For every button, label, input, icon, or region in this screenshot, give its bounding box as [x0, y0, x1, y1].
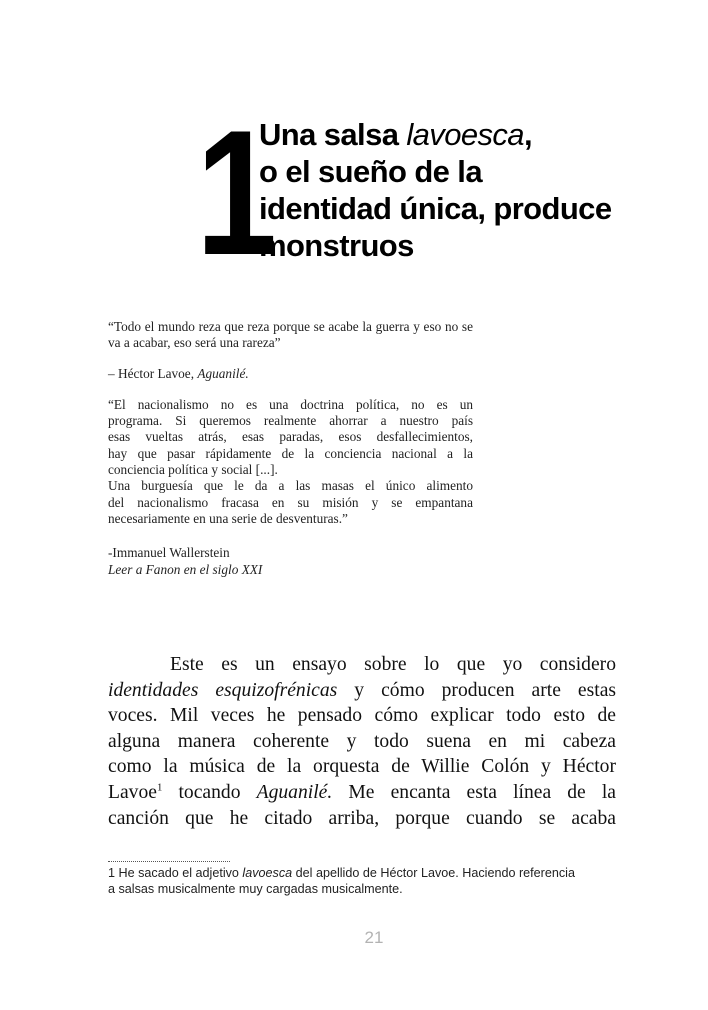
- footnote-italic: lavoesca: [242, 866, 293, 880]
- source-title: Leer a Fanon en el siglo XXI: [108, 561, 263, 577]
- epigraph-source-2: [108, 545, 473, 578]
- footnote-divider: [108, 861, 230, 862]
- body-line: voces. Mil veces he pensado cómo explicar todo esto de: [108, 705, 616, 727]
- quote-line: “El nacionalismo no es una doctrina política, no es un: [108, 396, 473, 412]
- chapter-title-line: o el sueño de la: [259, 154, 482, 189]
- page-number: 21: [364, 928, 384, 947]
- title-text: Una salsa: [259, 117, 407, 152]
- body-text: Lavoe: [108, 781, 157, 803]
- source-title: Aguanilé.: [197, 366, 249, 382]
- body-text: Me encanta esta línea de la: [332, 781, 616, 803]
- chapter-title: [259, 116, 679, 264]
- footnote-line: a salsas musicalmente muy cargadas musicalmente.: [108, 881, 403, 896]
- source-author: – Héctor Lavoe,: [108, 366, 198, 382]
- body-line: alguna manera coherente y todo suena en mi cabeza: [108, 730, 616, 752]
- body-text: y cómo producen arte estas: [337, 679, 617, 701]
- footnote-marker: 1: [156, 781, 163, 794]
- body-line: como la música de la orquesta de Willie Colón y Héctor: [108, 756, 616, 778]
- quote-line: Una burguesía que le da a las masas el único alimento: [108, 478, 473, 494]
- chapter-title-line: monstruos: [259, 228, 414, 263]
- quote-line: del nacionalismo fracasa en su misión y se empantana: [108, 494, 473, 510]
- epigraph-quote-2: [108, 397, 473, 527]
- body-italic: Aguanilé.: [256, 781, 333, 803]
- source-author: -Immanuel Wallerstein: [108, 545, 230, 561]
- epigraph-quote-1: “Todo el mundo reza que reza porque se acabe la guerra y eso no se va a acabar, eso será una rareza”: [108, 319, 473, 351]
- footnote-line: [108, 866, 620, 882]
- body-line: [108, 678, 616, 704]
- body-paragraph: [108, 652, 616, 831]
- title-italic-text: lavoesca: [406, 117, 524, 152]
- body-text: tocando: [162, 781, 257, 803]
- footnote-text: 1 He sacado el adjetivo: [108, 866, 243, 880]
- title-comma: ,: [523, 117, 532, 152]
- chapter-number: 1: [196, 93, 273, 292]
- body-line: [108, 780, 616, 806]
- epigraphs: [108, 319, 473, 592]
- epigraph-source-1: [108, 366, 473, 382]
- chapter-title-line: [259, 116, 679, 153]
- body-line: canción que he citado arriba, porque cuando se acaba: [108, 807, 616, 829]
- quote-line: hay que pasar rápidamente de la conciencia nacional a la: [108, 445, 473, 461]
- footnote: [108, 866, 620, 897]
- body-line: Este es un ensayo sobre lo que yo considero: [170, 654, 616, 675]
- quote-line: programa. Si queremos realmente ahorrar a nuestro país: [108, 413, 473, 429]
- footnote-text: del apellido de Héctor Lavoe. Haciendo referencia: [292, 866, 575, 880]
- body-italic: identidades esquizofrénicas: [108, 679, 338, 701]
- chapter-title-line: identidad única, produce: [259, 191, 612, 226]
- quote-line: conciencia política y social [...].: [108, 462, 278, 478]
- quote-line: esas vueltas atrás, esas paradas, esos desfallecimientos,: [108, 429, 473, 445]
- quote-line: necesariamente en una serie de desventuras.”: [108, 510, 348, 526]
